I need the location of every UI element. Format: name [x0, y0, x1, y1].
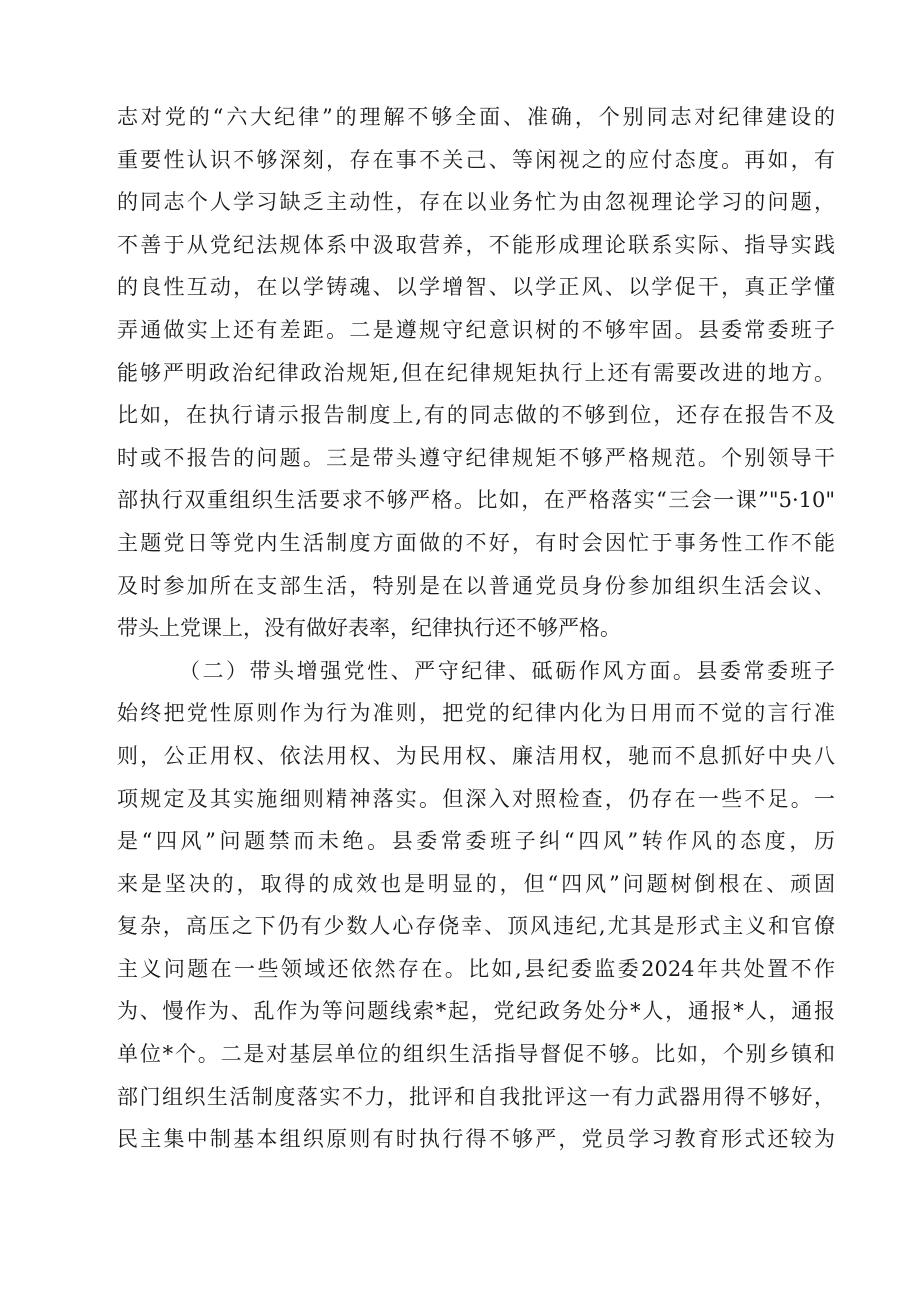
text-line: 来是坚决的，取得的成效也是明显的，但“四风”问题树倒根在、顽固 — [117, 871, 835, 896]
text-line: 始终把党性原则作为行为准则，把党的纪律内化为日用而不觉的言行准 — [117, 701, 835, 726]
text-line: 复杂，高压之下仍有少数人心存侥幸、顶风违纪,尤其是形式主义和官僚 — [117, 914, 835, 939]
text-line: 民主集中制基本组织原则有时执行得不够严，党员学习教育形式还较为 — [117, 1127, 835, 1152]
text-line: 主义问题在一些领域还依然存在。比如,县纪委监委2024年共处置不作 — [117, 956, 835, 981]
text-line: 部门组织生活制度落实不力，批评和自我批评这一有力武器用得不够好， — [117, 1084, 835, 1109]
text-line: 能够严明政治纪律政治规矩,但在纪律规矩执行上还有需要改进的地方。 — [117, 360, 835, 385]
text-line: 是“四风”问题禁而未绝。县委常委班子纠“四风”转作风的态度，历 — [117, 829, 835, 854]
text-line: 的良性互动，在以学铸魂、以学增智、以学正风、以学促干，真正学懂 — [117, 275, 835, 300]
text-line: 为、慢作为、乱作为等问题线索*起，党纪政务处分*人，通报*人，通报 — [117, 999, 835, 1024]
text-line: 部执行双重组织生活要求不够严格。比如，在严格落实“三会一课”"5·10" — [117, 488, 835, 513]
text-line: 时或不报告的问题。三是带头遵守纪律规矩不够严格规范。个别领导干 — [117, 445, 835, 470]
paragraph-end-line: 带头上党课上，没有做好表率，纪律执行还不够严格。 — [117, 616, 621, 641]
text-line: 主题党日等党内生活制度方面做的不好，有时会因忙于事务性工作不能 — [117, 530, 835, 555]
text-line: 志对党的“六大纪律”的理解不够全面、准确，个别同志对纪律建设的 — [117, 105, 835, 129]
text-line: 则，公正用权、依法用权、为民用权、廉洁用权，驰而不息抓好中央八 — [117, 743, 835, 768]
body-text — [117, 96, 835, 1161]
text-line: 及时参加所在支部生活，特别是在以普通党员身份参加组织生活会议、 — [117, 573, 835, 598]
text-line: 的同志个人学习缺乏主动性，存在以业务忙为由忽视理论学习的问题， — [117, 190, 835, 215]
section-heading-line: （二）带头增强党性、严守纪律、砥砺作风方面。县委常委班子 — [179, 658, 835, 683]
text-line: 比如，在执行请示报告制度上,有的同志做的不够到位，还存在报告不及 — [117, 403, 835, 428]
text-line: 重要性认识不够深刻，存在事不关己、等闲视之的应付态度。再如，有 — [117, 147, 835, 172]
text-line: 不善于从党纪法规体系中汲取营养，不能形成理论联系实际、指导实践 — [117, 232, 835, 257]
text-line: 项规定及其实施细则精神落实。但深入对照检查，仍存在一些不足。一 — [117, 786, 835, 811]
text-line: 弄通做实上还有差距。二是遵规守纪意识树的不够牢固。县委常委班子 — [117, 317, 835, 342]
text-line: 单位*个。二是对基层单位的组织生活指导督促不够。比如，个别乡镇和 — [117, 1042, 835, 1067]
